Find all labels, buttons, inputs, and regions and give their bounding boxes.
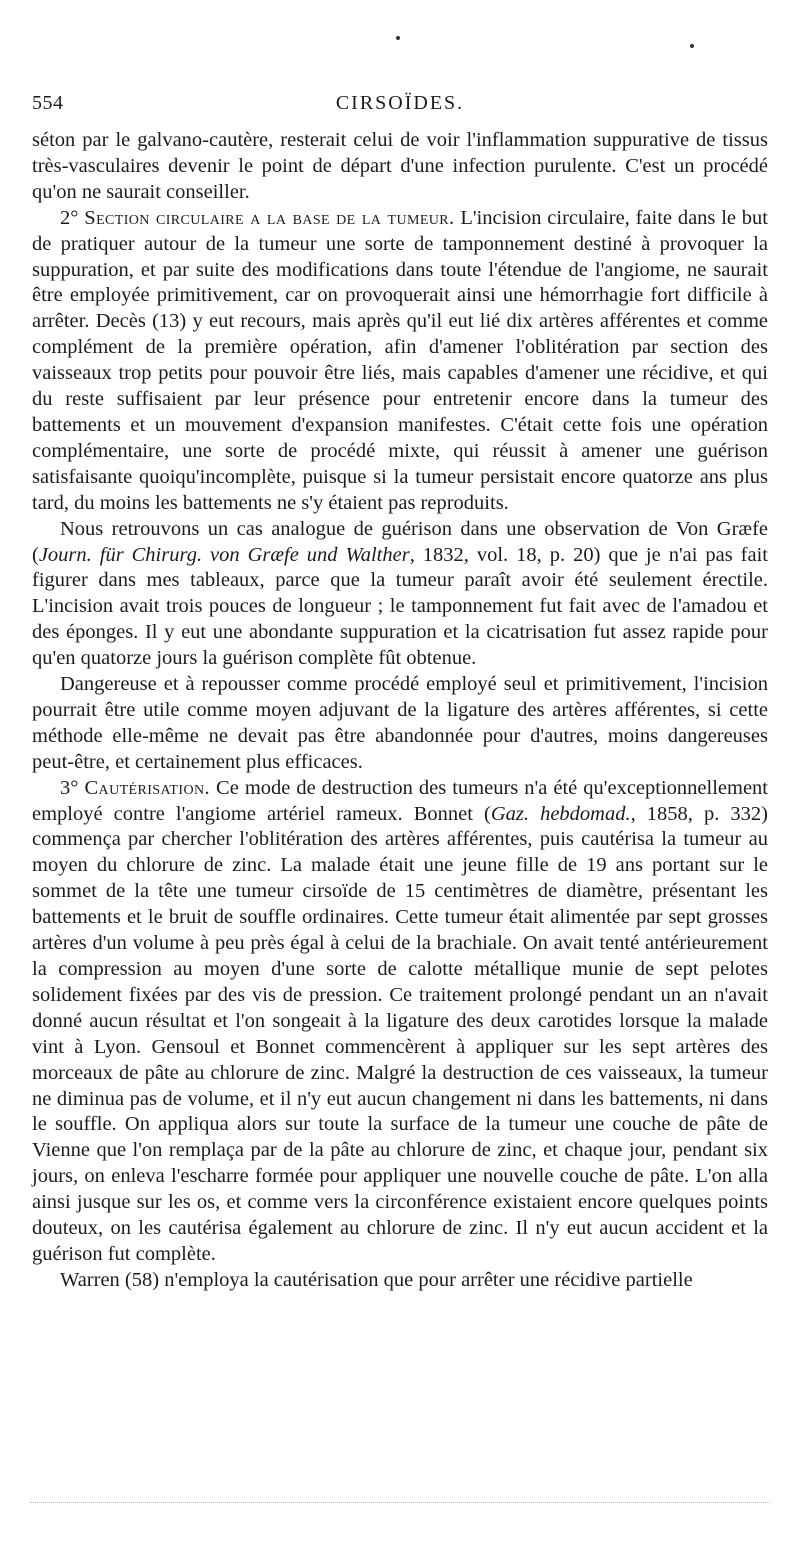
paragraph-text: Nous retrouvons un cas analogue de guérison dans une observation de Von Græfe ( xyxy=(32,517,768,566)
page-number: 554 xyxy=(32,92,64,114)
journal-citation: Journ. für Chirurg. von Græfe und Walther xyxy=(38,543,410,566)
journal-citation: Gaz. hebdomad. xyxy=(490,802,631,825)
section-number: 3° xyxy=(60,776,79,799)
paragraph-text: , 1832, vol. 18, p. 20) que je n'ai pas fait figurer dans mes tableaux, parce que la tumeur paraît avoir été seulement érectile. L'incision avait trois pouces de longueur ; le tamponnement fut fait avec de l'amadou et des éponges. Il y eut une abondante suppuration et la cicatrisation fut assez rapide pour qu'en quatorze jours la guérison complète fût obtenue. xyxy=(32,543,768,670)
paragraph-text: Ce mode de destruction des tumeurs n'a été qu'exceptionnellement employé contre l'angiome artériel rameux. Bonnet ( xyxy=(32,776,769,825)
paragraph-text: , 1858, p. 332) commença par chercher l'oblitération des artères afférentes, puis cautérisa la tumeur au moyen du chlorure de zinc. La malade était une jeune fille de 19 ans portant sur le sommet de la tête une tumeur cirsoïde de 15 centimètres de diamètre, présentant les battements et le bruit de souffle ordinaires. Cette tumeur était alimentée par sept grosses artères d'un volume à peu près égal à celui de la brachiale. On avait tenté antérieurement la compression au moyen d'une sorte de calotte métallique munie de sept pelotes solidement fixées par des vis de pression. Ce traitement prolongé pendant un an n'avait donné aucun résultat et l'on songeait à la ligature des deux carotides lorsque la malade vint à Lyon. Gensoul et Bonnet commencèrent à appliquer sur les sept artères des morceaux de pâte au chlorure de zinc. Malgré la destruction de ces vaisseaux, la tumeur ne diminua pas de volume, et il n'y eut aucun changement ni dans les battements, ni dans le souffle. On appliqua alors sur toute la surface de la tumeur une couche de pâte de Vienne que l'on remplaça par de la pâte au chlorure de zinc, et chaque jour, pendant six jours, on enleva l'escharre formée pour appliquer une nouvelle couche de pâte. L'on alla ainsi jusque sur les os, et comme vers la circonférence existaient encore quelques points douteux, on les cautérisa également au chlorure de zinc. Il n'y eut aucun accident et la guérison fut complète. xyxy=(32,802,769,1265)
paragraph-section-3 xyxy=(32,776,768,1268)
ink-speck xyxy=(690,44,694,48)
bottom-margin-specks xyxy=(30,1502,770,1509)
paragraph-incision-conclusion xyxy=(32,672,768,776)
paragraph-text: L'incision circulaire, faite dans le but de pratiquer autour de la tumeur une sorte de tamponnement destiné à provoquer la suppuration, et par suite des modifications dans toute l'étendue de l'angiome, ne saurait être employée primitivement, car on provoquerait ainsi une hémorrhagie fort difficile à arrêter. Decès (13) y eut recours, mais après qu'il eut lié dix artères afférentes et comme complément de la première opération, afin d'amener l'oblitération par section des vaisseaux trop petits pour pouvoir être liés, mais capables d'amener une récidive, et qui du reste suffisaient par leur présence pour entretenir encore dans la tumeur des battements et un mouvement d'expansion manifestes. C'était cette fois une opération complémentaire, une sorte de procédé mixte, qui réussit à amener une guérison satisfaisante quoiqu'incomplète, puisque si la tumeur persistait encore quatorze ans plus tard, du moins les battements ne s'y étaient pas reproduits. xyxy=(32,206,769,514)
running-title: CIRSOÏDES. xyxy=(335,92,465,114)
section-heading: Cautérisation. xyxy=(84,776,210,799)
paragraph-continuation xyxy=(32,128,768,206)
section-number: 2° xyxy=(60,206,79,229)
paragraph-text: Warren (58) n'employa la cautérisation que pour arrêter une récidive partielle xyxy=(60,1268,693,1291)
paragraph-von-graefe xyxy=(32,517,768,672)
paragraph-text: séton par le galvano-cautère, resterait celui de voir l'inflammation suppurative de tissus très-vasculaires devenir le point de départ d'une infection purulente. C'est un procédé qu'on ne saurait conseiller. xyxy=(32,129,768,203)
paragraph-section-2 xyxy=(32,206,768,517)
ink-speck xyxy=(396,36,400,40)
page-body xyxy=(32,128,768,1294)
paragraph-text: Dangereuse et à repousser comme procédé employé seul et primitivement, l'incision pourrait être utile comme moyen adjuvant de la ligature des artères afférentes, si cette méthode elle-même ne devait pas être abandonnée pour d'autres, moins dangereuses peut-être, et certainement plus efficaces. xyxy=(32,673,768,773)
page-header xyxy=(32,92,768,120)
paragraph-warren xyxy=(32,1268,768,1294)
section-heading: Section circulaire a la base de la tumeur. xyxy=(84,206,455,229)
